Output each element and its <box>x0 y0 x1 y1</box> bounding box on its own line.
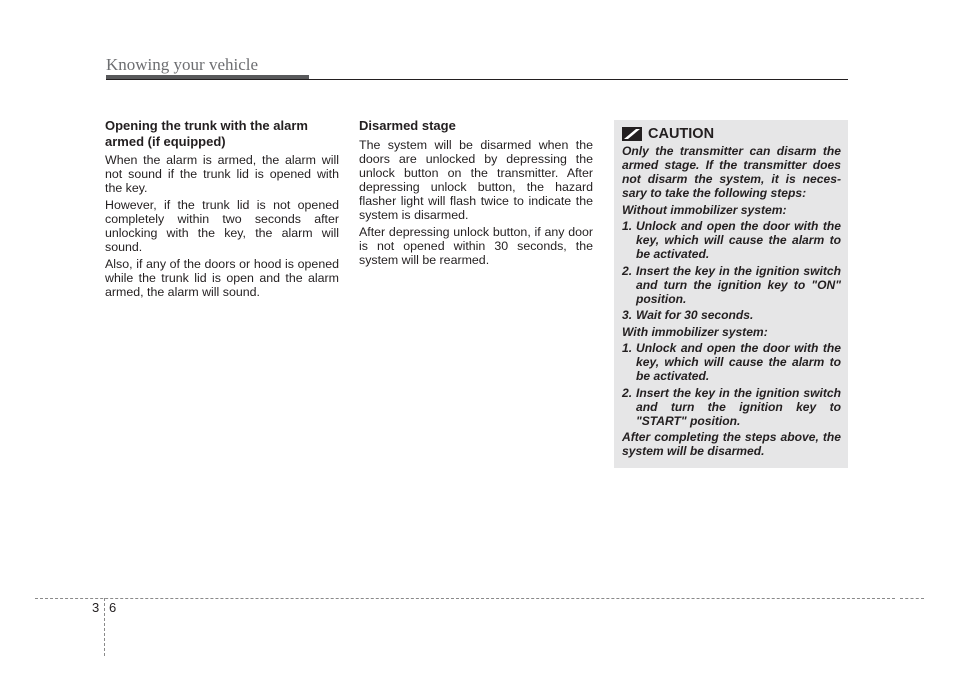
disarmed-stage-section <box>359 118 593 270</box>
header-rule-thin <box>106 79 848 80</box>
trunk-alarm-heading: Opening the trunk with the alarm armed (if equipped) <box>105 118 308 149</box>
caution-without-label: Without immobilizer system: <box>622 202 787 217</box>
chapter-number: 3 <box>92 600 100 615</box>
step-number: 3. <box>622 308 633 322</box>
footer-dashed-rule-end <box>900 598 924 599</box>
disarmed-stage-paragraph: After depressing unlock button, if any door is not opened within 30 seconds, the system will be rearmed. <box>359 224 593 267</box>
caution-intro: Only the transmitter can disarm the armed stage. If the transmitter does not disarm the system, it is neces-sary to take the following steps: <box>622 144 841 200</box>
caution-slash-icon <box>622 127 642 141</box>
caution-box <box>614 120 848 468</box>
caution-step <box>622 386 841 428</box>
step-number: 2. <box>622 263 633 278</box>
caution-step <box>622 308 841 322</box>
step-number: 1. <box>622 219 633 233</box>
header-title: Knowing your vehicle <box>106 55 259 74</box>
disarmed-stage-paragraph: The system will be disarmed when the doors are unlocked by depressing the unlock button on the transmitter. After depressing unlock button, the hazard flasher light will flash twice to indicate the system is disarmed. <box>359 137 593 222</box>
footer-dashed-rule <box>35 598 895 599</box>
step-text: Insert the key in the ignition switch and turn the ignition key to "ON" position. <box>636 263 841 306</box>
step-number: 1. <box>622 341 633 355</box>
caution-step <box>622 341 841 383</box>
disarmed-stage-heading: Disarmed stage <box>359 118 456 133</box>
caution-step <box>622 219 841 261</box>
caution-title: CAUTION <box>648 126 715 142</box>
step-text: Unlock and open the door with the key, which will cause the alarm to be activated. <box>636 341 841 383</box>
trunk-alarm-paragraph: When the alarm is armed, the alarm will not sound if the trunk lid is opened with the key. <box>105 153 339 195</box>
caution-with-label: With immobilizer system: <box>622 324 768 339</box>
step-text: Insert the key in the ignition switch and turn the ignition key to "START" position. <box>636 385 841 428</box>
caution-step <box>622 264 841 306</box>
caution-outro: After completing the steps above, the system will be disarmed. <box>622 430 841 458</box>
caution-body <box>622 144 841 458</box>
step-text: Wait for 30 seconds. <box>636 308 754 322</box>
trunk-alarm-section <box>105 118 339 302</box>
caution-header <box>622 126 841 142</box>
step-number: 2. <box>622 385 633 400</box>
page-number: 6 <box>109 600 117 615</box>
trunk-alarm-paragraph: Also, if any of the doors or hood is opened while the trunk lid is open and the alarm armed, the alarm will sound. <box>105 257 339 299</box>
footer-vertical-rule <box>104 598 105 656</box>
step-text: Unlock and open the door with the key, which will cause the alarm to be activated. <box>636 219 841 261</box>
trunk-alarm-paragraph: However, if the trunk lid is not opened completely within two seconds after unlocking with the key, the alarm will sound. <box>105 198 339 254</box>
